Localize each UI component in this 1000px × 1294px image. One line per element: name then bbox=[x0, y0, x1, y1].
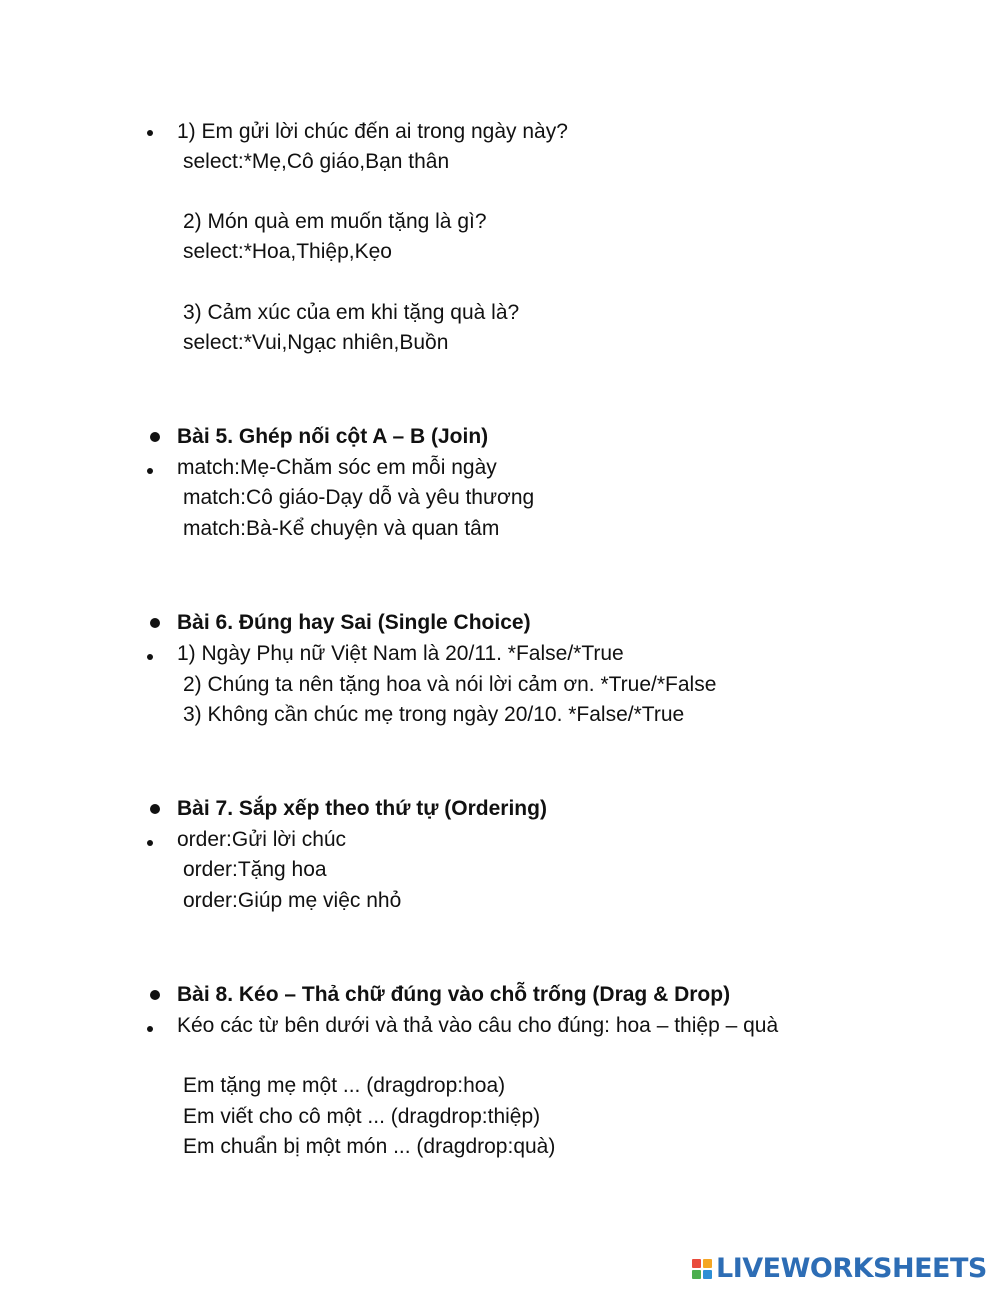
true-false-1: 1) Ngày Phụ nữ Việt Nam là 20/11. *False/*True bbox=[177, 642, 624, 665]
logo-text: LIVEWORKSHEETS bbox=[716, 1253, 987, 1284]
match-line-2: match:Cô giáo-Dạy dỗ và yêu thương bbox=[183, 486, 535, 509]
select-answer-3: select:*Vui,Ngạc nhiên,Buồn bbox=[183, 331, 449, 354]
heading-bullet bbox=[150, 432, 160, 442]
dragdrop-line-1: Em tặng mẹ một ... (dragdrop:hoa) bbox=[183, 1074, 506, 1097]
exercise-6-heading: Bài 6. Đúng hay Sai (Single Choice) bbox=[177, 611, 531, 634]
bullet bbox=[147, 130, 153, 136]
heading-bullet bbox=[150, 990, 160, 1000]
bullet bbox=[147, 1026, 153, 1032]
dragdrop-line-3: Em chuẩn bị một món ... (dragdrop:quà) bbox=[183, 1135, 556, 1158]
match-line-3: match:Bà-Kể chuyện và quan tâm bbox=[183, 517, 500, 540]
order-line-3: order:Giúp mẹ việc nhỏ bbox=[183, 889, 402, 912]
bullet bbox=[147, 840, 153, 846]
match-line-1: match:Mẹ-Chăm sóc em mỗi ngày bbox=[177, 456, 497, 479]
bullet bbox=[147, 468, 153, 474]
bullet bbox=[147, 654, 153, 660]
logo-mark-icon bbox=[692, 1259, 712, 1279]
true-false-3: 3) Không cần chúc mẹ trong ngày 20/10. *False/*True bbox=[183, 703, 685, 726]
question-1: 1) Em gửi lời chúc đến ai trong ngày này? bbox=[177, 120, 568, 143]
question-3: 3) Cảm xúc của em khi tặng quà là? bbox=[183, 301, 520, 324]
true-false-2: 2) Chúng ta nên tặng hoa và nói lời cảm ơn. *True/*False bbox=[183, 673, 717, 696]
dragdrop-line-2: Em viết cho cô một ... (dragdrop:thiệp) bbox=[183, 1105, 541, 1128]
dragdrop-instruction: Kéo các từ bên dưới và thả vào câu cho đúng: hoa – thiệp – quà bbox=[177, 1014, 779, 1037]
select-answer-2: select:*Hoa,Thiệp,Kẹo bbox=[183, 240, 392, 263]
select-answer-1: select:*Mẹ,Cô giáo,Bạn thân bbox=[183, 150, 450, 173]
order-line-2: order:Tặng hoa bbox=[183, 858, 327, 881]
heading-bullet bbox=[150, 618, 160, 628]
order-line-1: order:Gửi lời chúc bbox=[177, 828, 347, 851]
exercise-7-heading: Bài 7. Sắp xếp theo thứ tự (Ordering) bbox=[177, 797, 547, 820]
exercise-8-heading: Bài 8. Kéo – Thả chữ đúng vào chỗ trống (Drag & Drop) bbox=[177, 983, 731, 1006]
question-2: 2) Món quà em muốn tặng là gì? bbox=[183, 210, 487, 233]
liveworksheets-logo bbox=[692, 1254, 987, 1284]
heading-bullet bbox=[150, 804, 160, 814]
exercise-5-heading: Bài 5. Ghép nối cột A – B (Join) bbox=[177, 425, 489, 448]
